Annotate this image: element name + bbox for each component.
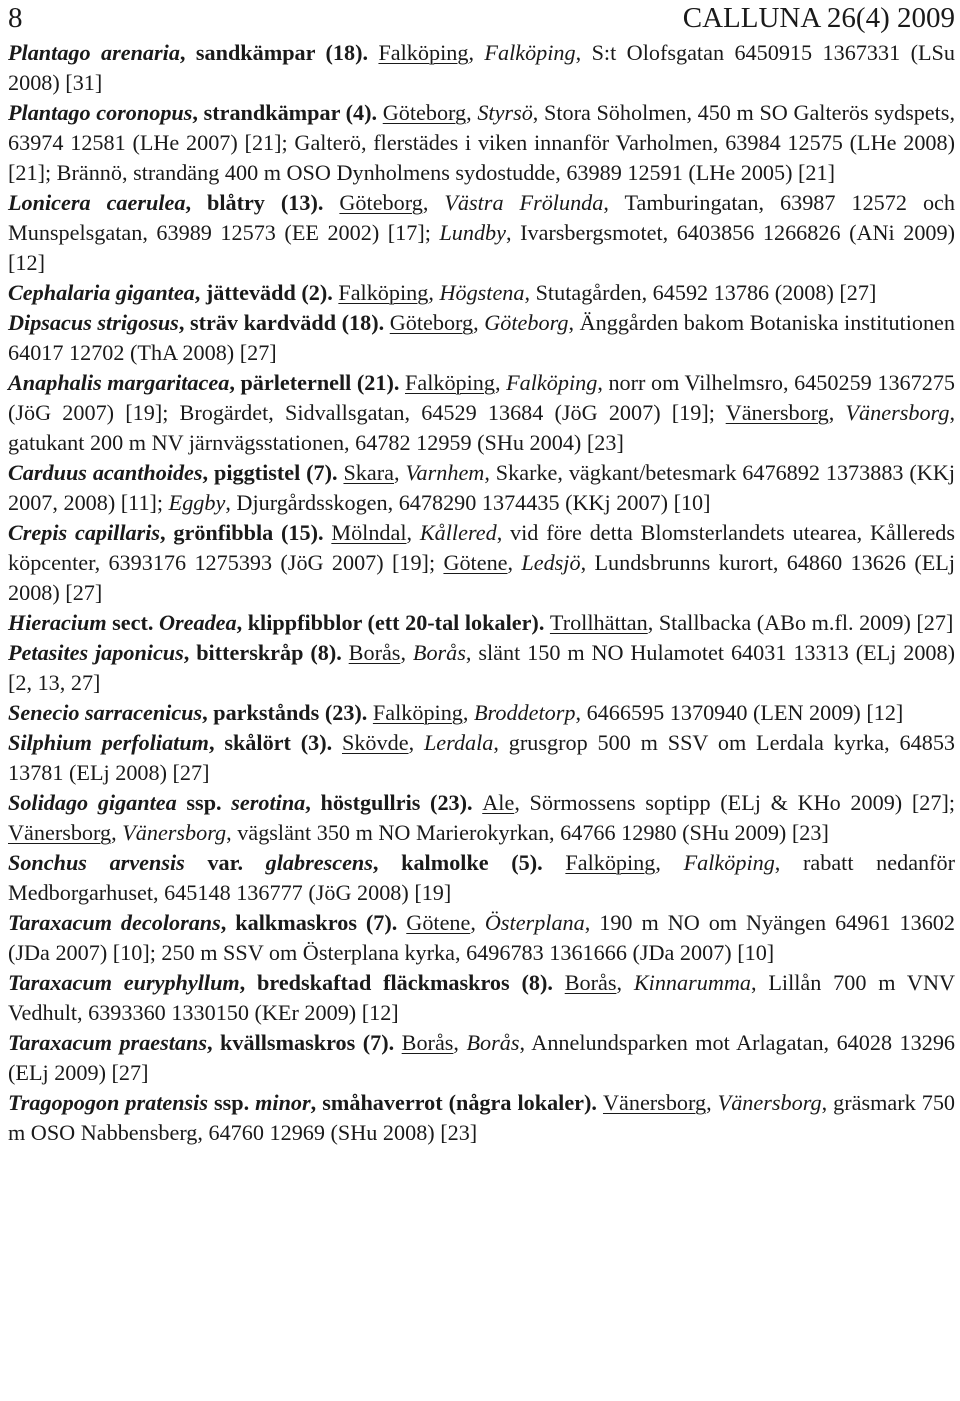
species-name: Taraxacum praestans — [8, 1030, 207, 1055]
locality-name: Österplana — [484, 910, 585, 935]
species-name: Tragopogon pratensis — [8, 1090, 208, 1115]
record-text: , gatukant 200 m NV järnvägsstationen, 64782 12959 (SHu 2004) [23] — [8, 400, 955, 455]
record-text: , — [422, 190, 445, 215]
species-name-wrap — [8, 190, 185, 215]
record-text: , vägslänt 350 m NO Marierokyrkan, 64766 12980 (SHu 2009) [23] — [226, 820, 829, 845]
municipality-name: Falköping — [378, 40, 469, 65]
species-name-wrap — [8, 280, 195, 305]
record-text: , slänt 150 m NO Hulamotet 64031 13313 (ELj 2008) [2, 13, 27] — [8, 640, 956, 695]
species-name: Crepis capillaris — [8, 520, 161, 545]
locality-name: Eggby — [168, 490, 226, 515]
species-name: Anaphalis margaritacea — [8, 370, 230, 395]
common-name: , parkstånds (23). — [202, 700, 373, 725]
common-name: , sandkämpar (18). — [179, 40, 379, 65]
locality-name: Falköping — [484, 40, 576, 65]
municipality-name: Ale — [482, 790, 515, 815]
species-name-wrap — [8, 1030, 207, 1055]
locality-name: Styrsö — [477, 100, 533, 125]
record-text: , Sörmossens soptipp (ELj & KHo 2009) [27]; — [514, 790, 956, 815]
species-entry — [8, 308, 955, 368]
record-text: , Stutagården, 64592 13786 (2008) [27] — [524, 280, 877, 305]
record-text: , rabatt nedanför Medborgarhuset, 645148 136777 (JöG 2008) [19] — [8, 850, 956, 905]
species-name-wrap — [231, 790, 305, 815]
record-text: , — [428, 280, 440, 305]
species-name: Cephalaria gigantea — [8, 280, 195, 305]
species-entry — [8, 518, 955, 608]
species-name: glabrescens — [265, 850, 373, 875]
municipality-name: Götene — [443, 550, 508, 575]
common-name: , småhaverrot (några lokaler). — [310, 1090, 603, 1115]
species-name-wrap — [8, 1090, 208, 1115]
species-name: Senecio sarracenicus — [8, 700, 203, 725]
species-name-wrap — [8, 790, 177, 815]
species-entry — [8, 908, 955, 968]
municipality-name: Göteborg — [389, 310, 474, 335]
municipality-name: Falköping — [565, 850, 656, 875]
locality-name: Kållered — [419, 520, 497, 545]
record-text: , — [470, 910, 485, 935]
page-number: 8 — [8, 2, 23, 34]
species-name: Taraxacum euryphyllum — [8, 970, 240, 995]
record-text: , norr om Vilhelmsro, 6450259 1367275 (JöG 2007) [19]; Brogärdet, Sidvallsgatan, 64529 13684 (JöG 2007) [19]; — [8, 370, 956, 425]
species-name: Lonicera caerulea — [8, 190, 186, 215]
record-text: , Skarke, vägkant/betesmark 6476892 1373883 (KKj 2007, 2008) [11]; — [8, 460, 955, 515]
common-name: , bitterskråp (8). — [183, 640, 349, 665]
species-entry — [8, 968, 955, 1028]
common-name: ssp. — [176, 790, 232, 815]
record-text: , Tamburingatan, 63987 12572 och Munspelsgatan, 63989 12573 (EE 2002) [17]; — [8, 190, 955, 245]
locality-name: Lerdala — [423, 730, 494, 755]
species-entry — [8, 38, 955, 98]
species-name-wrap — [8, 610, 107, 635]
record-text: , 6466595 1370940 (LEN 2009) [12] — [575, 700, 904, 725]
species-name-wrap — [8, 460, 203, 485]
record-text: , — [655, 850, 684, 875]
species-name: Plantago arenaria — [8, 40, 180, 65]
species-entry — [8, 1088, 955, 1148]
common-name: , grönfibbla (15). — [160, 520, 332, 545]
common-name: , jättevädd (2). — [194, 280, 339, 305]
species-name: Plantago coronopus — [8, 100, 193, 125]
record-text: , Änggården bakom Botaniska institutionen 64017 12702 (ThA 2008) [27] — [8, 310, 955, 365]
municipality-name: Vänersborg — [725, 400, 829, 425]
record-text: , Stora Söholmen, 450 m SO Galterös sydspets, 63974 12581 (LHe 2007) [21]; Galterö, flerstädes i viken innanför Varholmen, 63984 12575 (LHe 2008) [21]; Brännö, strandäng 400 m OSO Dynholmens sydostudde, 63989 12591 (LHe 2005) [21] — [8, 100, 955, 185]
species-name-wrap — [8, 910, 221, 935]
municipality-name: Göteborg — [339, 190, 423, 215]
municipality-name: Vänersborg — [602, 1090, 707, 1115]
species-entry — [8, 458, 955, 518]
common-name: , skålört (3). — [208, 730, 342, 755]
record-text: , Annelundsparken mot Arlagatan, 64028 13296 (ELj 2009) [27] — [8, 1030, 956, 1085]
species-entry — [8, 188, 955, 278]
locality-name: Vänersborg — [717, 1090, 822, 1115]
municipality-name: Borås — [401, 1030, 454, 1055]
locality-name: Högstena — [439, 280, 525, 305]
locality-name: Vänersborg — [845, 400, 950, 425]
species-name: serotina — [231, 790, 306, 815]
species-name-wrap — [8, 970, 240, 995]
record-text: , S:t Olofsgatan 6450915 1367331 (LSu 2008) [31] — [8, 40, 955, 95]
species-entry — [8, 98, 955, 188]
record-text: , — [495, 370, 507, 395]
locality-name: Lundby — [439, 220, 506, 245]
species-name: minor — [255, 1090, 311, 1115]
species-name-wrap — [8, 640, 184, 665]
record-text: , — [616, 970, 634, 995]
record-text: , — [468, 40, 485, 65]
municipality-name: Skövde — [342, 730, 409, 755]
species-name-wrap — [266, 850, 373, 875]
journal-title: CALLUNA 26(4) 2009 — [682, 2, 955, 34]
common-name: , strandkämpar (4). — [192, 100, 383, 125]
record-text: , Lillån 700 m VNV Vedhult, 6393360 1330150 (KEr 2009) [12] — [8, 970, 955, 1025]
common-name: sect. — [106, 610, 159, 635]
common-name: , klippfibblor (ett 20-tal lokaler). — [236, 610, 550, 635]
species-entry — [8, 1028, 955, 1088]
species-name: Silphium perfoliatum — [8, 730, 209, 755]
species-name: Oreadea — [158, 610, 237, 635]
record-text: , — [400, 640, 413, 665]
record-text: , Ivarsbergsmotet, 6403856 1266826 (ANi 2009) [12] — [8, 220, 955, 275]
species-entry — [8, 638, 955, 698]
record-text: , — [394, 460, 406, 485]
species-name-wrap — [8, 310, 179, 335]
species-name: Taraxacum decolorans — [8, 910, 221, 935]
locality-name: Västra Frölunda — [444, 190, 604, 215]
species-entry — [8, 608, 955, 638]
common-name: , höstgullris (23). — [305, 790, 483, 815]
record-text: , gräsmark 750 m OSO Nabbensberg, 64760 12969 (SHu 2008) [23] — [8, 1090, 956, 1145]
common-name: , kalmolke (5). — [372, 850, 566, 875]
common-name: , pärleternell (21). — [229, 370, 405, 395]
municipality-name: Trollhättan — [549, 610, 648, 635]
municipality-name: Falköping — [338, 280, 429, 305]
locality-name: Kinnarumma — [633, 970, 751, 995]
species-name: Solidago gigantea — [8, 790, 177, 815]
species-entry — [8, 698, 955, 728]
municipality-name: Falköping — [405, 370, 495, 395]
common-name: ssp. — [207, 1090, 256, 1115]
species-list — [8, 38, 955, 1148]
record-text: , Djurgårdsskogen, 6478290 1374435 (KKj 2007) [10] — [225, 490, 711, 515]
record-text: , — [453, 1030, 467, 1055]
species-name-wrap — [8, 520, 160, 545]
species-name: Dipsacus strigosus — [8, 310, 179, 335]
record-text: , Stallbacka (ABo m.fl. 2009) [27] — [647, 610, 954, 635]
species-name-wrap — [8, 730, 209, 755]
species-name-wrap — [8, 370, 229, 395]
municipality-name: Götene — [406, 910, 471, 935]
record-text: , Lundsbrunns kurort, 64860 13626 (ELj 2008) [27] — [8, 550, 955, 605]
locality-name: Broddetorp — [474, 700, 576, 725]
species-entry — [8, 728, 955, 788]
record-text: , — [706, 1090, 718, 1115]
locality-name: Borås — [412, 640, 466, 665]
municipality-name: Skara — [343, 460, 394, 485]
species-entry — [8, 848, 955, 908]
locality-name: Varnhem — [405, 460, 485, 485]
locality-name: Falköping — [506, 370, 598, 395]
species-name-wrap — [159, 610, 237, 635]
species-name: Petasites japonicus — [8, 640, 184, 665]
record-text: , — [406, 520, 420, 545]
species-name-wrap — [8, 700, 202, 725]
municipality-name: Göteborg — [382, 100, 467, 125]
record-text: , — [828, 400, 846, 425]
record-text: , — [408, 730, 424, 755]
species-name-wrap — [8, 40, 180, 65]
species-name-wrap — [255, 1090, 311, 1115]
municipality-name: Vänersborg — [8, 820, 112, 845]
municipality-name: Borås — [564, 970, 617, 995]
species-entry — [8, 788, 955, 848]
common-name: , blåtry (13). — [185, 190, 340, 215]
common-name: , kalkmaskros (7). — [220, 910, 407, 935]
species-name: Hieracium — [8, 610, 107, 635]
record-text: , 190 m NO om Nyängen 64961 13602 (JDa 2007) [10]; 250 m SSV om Österplana kyrka, 6496783 1361666 (JDa 2007) [10] — [8, 910, 955, 965]
page-header — [8, 0, 955, 38]
locality-name: Borås — [466, 1030, 520, 1055]
species-name-wrap — [8, 100, 192, 125]
municipality-name: Borås — [348, 640, 401, 665]
species-name: Sonchus arvensis — [8, 850, 185, 875]
locality-name: Ledsjö — [521, 550, 581, 575]
record-text: , — [466, 100, 478, 125]
species-name: Carduus acanthoides — [8, 460, 203, 485]
locality-name: Göteborg — [484, 310, 569, 335]
common-name: var. — [184, 850, 266, 875]
record-text: , — [111, 820, 123, 845]
municipality-name: Mölndal — [331, 520, 407, 545]
record-text: , — [462, 700, 474, 725]
common-name: , sträv kardvädd (18). — [178, 310, 390, 335]
locality-name: Vänersborg — [122, 820, 227, 845]
species-name-wrap — [8, 850, 185, 875]
locality-name: Falköping — [683, 850, 775, 875]
common-name: , kvällsmaskros (7). — [207, 1030, 402, 1055]
record-text: , — [473, 310, 485, 335]
record-text: , vid före detta Blomsterlandets utearea, Kållereds köpcenter, 6393176 1275393 (JöG 2007) [19]; — [8, 520, 955, 575]
municipality-name: Falköping — [372, 700, 463, 725]
species-entry — [8, 278, 955, 308]
record-text: , grusgrop 500 m SSV om Lerdala kyrka, 64853 13781 (ELj 2008) [27] — [8, 730, 956, 785]
common-name: , bredskaftad fläckmaskros (8). — [239, 970, 565, 995]
species-entry — [8, 368, 955, 458]
record-text: , — [507, 550, 522, 575]
common-name: , piggtistel (7). — [202, 460, 344, 485]
